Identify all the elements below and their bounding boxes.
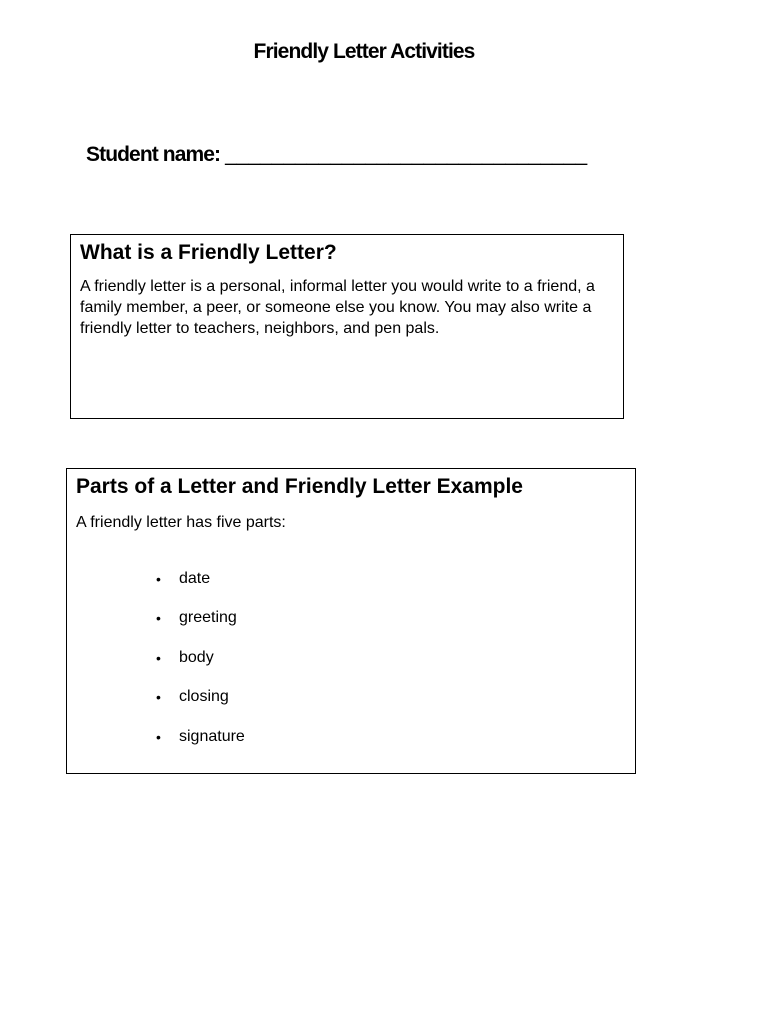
parts-of-letter-box xyxy=(66,468,636,774)
parts-heading: Parts of a Letter and Friendly Letter Example xyxy=(76,475,523,498)
list-item xyxy=(156,678,626,718)
list-item-label: body xyxy=(179,648,214,666)
list-item xyxy=(156,638,626,678)
what-is-heading: What is a Friendly Letter? xyxy=(80,241,337,264)
list-item-label: signature xyxy=(179,727,245,745)
bullet-icon: • xyxy=(156,728,161,745)
bullet-icon: • xyxy=(156,570,161,587)
what-is-body: A friendly letter is a personal, informal letter you would write to a friend, a family member, a peer, or someone else you know. You may also write a friendly letter to teachers, neighbors, and pen pals. xyxy=(80,278,595,337)
list-item-label: greeting xyxy=(179,609,237,627)
bullet-icon: • xyxy=(156,689,161,706)
what-is-friendly-letter-box xyxy=(70,234,624,419)
list-item-label: date xyxy=(179,569,211,587)
student-name-field xyxy=(86,143,587,167)
student-name-blank-line: _______________________________ xyxy=(225,143,588,166)
page-title: Friendly Letter Activities xyxy=(253,40,475,63)
list-item xyxy=(156,559,626,599)
parts-intro: A friendly letter has five parts: xyxy=(76,514,286,531)
list-item xyxy=(156,717,626,757)
bullet-icon: • xyxy=(156,610,161,627)
list-item xyxy=(156,599,626,639)
list-item-label: closing xyxy=(179,688,229,706)
student-name-label: Student name: xyxy=(86,143,221,166)
parts-list xyxy=(76,559,626,757)
bullet-icon: • xyxy=(156,649,161,666)
